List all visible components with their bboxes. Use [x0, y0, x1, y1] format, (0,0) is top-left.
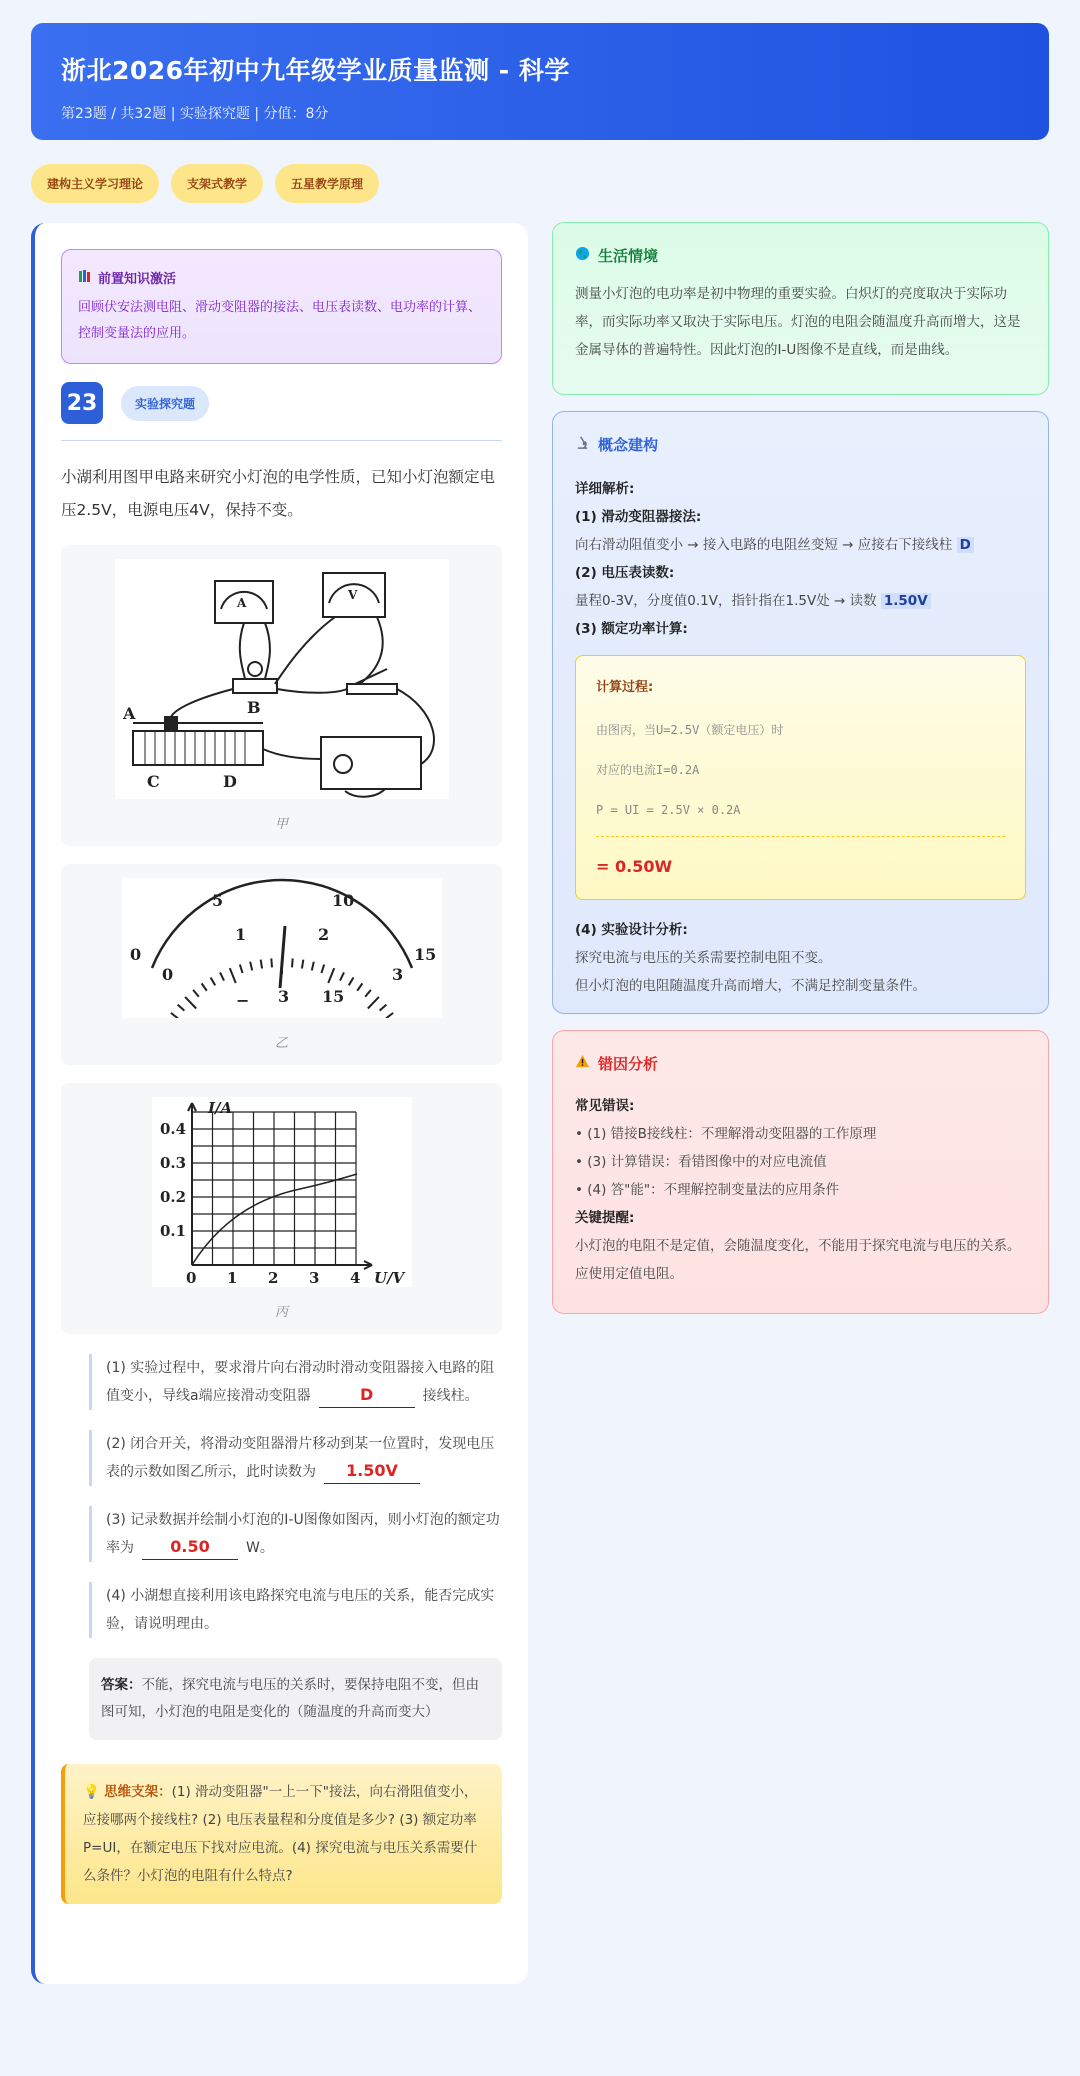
answer-blank-1[interactable]: D [319, 1383, 415, 1408]
calculation-title: 计算过程: [596, 680, 654, 695]
calculation-line: 对应的电流I=0.2A [596, 763, 700, 777]
concept-p1-highlight: D [957, 537, 974, 553]
sub-question-2: (2) 闭合开关，将滑动变阻器滑片移动到某一位置时，发现电压表的示数如图乙所示，此时读数为 1.50V [89, 1430, 502, 1486]
meter-tick [250, 962, 252, 971]
meter-tick [379, 1005, 386, 1011]
meter-tick [340, 972, 344, 980]
key-reminder-text: 小灯泡的电阻不是定值，会随温度变化，不能用于探究电流与电压的关系。应使用定值电阻。 [575, 1238, 1021, 1282]
thinking-scaffold-label: 思维支架： [104, 1784, 172, 1800]
outer-tick-5: 5 [211, 891, 223, 910]
error-analysis-card [552, 1030, 1049, 1314]
meter-tick [301, 960, 302, 969]
thinking-scaffold-text: (1) 滑动变阻器"一上一下"接法，向右滑阻值变小，应接哪两个接线柱? (2) 电压表量程和分度值是多少? (3) 额定功率P=UI，在额定电压下找对应电流。(4) 探究电流与电压关系需要什么条件？小灯泡的电阻有什么特点? [83, 1784, 478, 1884]
outer-tick-10: 10 [331, 891, 354, 910]
meter-tick [321, 964, 324, 973]
meter-tick [348, 978, 353, 986]
terminal-label-b: B [246, 698, 261, 717]
concept-p2-title: (2) 电压表读数: [575, 565, 675, 581]
meter-tick [201, 983, 206, 990]
figure-yi [61, 864, 502, 1065]
question-panel [31, 223, 528, 1984]
error-item: • (3) 计算错误：看错图像中的对应电流值 [575, 1154, 827, 1170]
meter-tick [386, 1013, 393, 1018]
life-context-title: 生活情境 [598, 247, 659, 265]
page-title: 浙北2026年初中九年级学业质量监测 - 科学 [61, 56, 570, 85]
concept-p4-line: 探究电流与电压的关系需要控制电阻不变。 [575, 950, 832, 966]
sub-question-3: (3) 记录数据并绘制小灯泡的I-U图像如图丙，则小灯泡的额定功率为 0.50 W。 [89, 1506, 502, 1562]
lightbulb-icon: 💡 [83, 1784, 100, 1800]
books-icon [78, 269, 92, 287]
answer-text: 不能，探究电流与电压的关系时，要保持电阻不变，但由图可知，小灯泡的电阻是变化的（随温度的升高而变大） [101, 1677, 479, 1720]
concept-p3-title: (3) 额定功率计算: [575, 621, 688, 637]
concept-p1-title: (1) 滑动变阻器接法: [575, 509, 702, 525]
question-type-badge: 实验探究题 [121, 386, 209, 421]
error-item: • (1) 错接B接线柱：不理解滑动变阻器的工作原理 [575, 1126, 877, 1142]
meter-tick [328, 968, 334, 983]
answer-blank-3[interactable]: 0.50 [142, 1535, 238, 1560]
figure-jia [61, 545, 502, 846]
prior-knowledge-text: 回顾伏安法测电阻、滑动变阻器的接法、电压表读数、电功率的计算、控制变量法的应用。 [78, 300, 482, 341]
inner-tick-1: 1 [234, 925, 246, 944]
y-axis-label: I/A [207, 1099, 232, 1117]
page-header [31, 23, 1049, 140]
voltmeter-dial [122, 878, 442, 1018]
calculation-line: 由图丙，当U=2.5V（额定电压）时 [596, 723, 784, 737]
figure-bing-caption: 丙 [274, 1305, 288, 1320]
meter-tick [170, 1013, 177, 1018]
x-tick-2: 2 [267, 1269, 278, 1287]
circuit-diagram [115, 559, 449, 799]
meter-tick [220, 972, 224, 980]
error-analysis-title: 错因分析 [598, 1055, 659, 1073]
inner-tick-0: 0 [161, 965, 173, 984]
concept-title: 概念建构 [598, 436, 659, 454]
meter-tick [311, 962, 313, 971]
meter-tick [357, 983, 362, 990]
calculation-box [575, 655, 1026, 900]
figure-bing [61, 1083, 502, 1334]
error-item: • (4) 答"能"：不理解控制变量法的应用条件 [575, 1182, 840, 1198]
terminal-minus: − [235, 991, 249, 1010]
meter-needle [280, 926, 285, 988]
meter-tick [365, 990, 371, 997]
y-tick-0.4: 0.4 [159, 1120, 186, 1138]
voltmeter-label: V [347, 588, 357, 602]
life-context-text: 测量小灯泡的电功率是初中物理的重要实验。白炽灯的亮度取决于实际功率，而实际功率又取决于实际电压。灯泡的电阻会随温度升高而增大，这是金属导体的普遍特性。因此灯泡的I-U图像不是直线，而是曲线。 [575, 286, 1021, 358]
concept-p4-line: 但小灯泡的电阻随温度升高而增大，不满足控制变量条件。 [575, 978, 926, 994]
meter-tick [229, 968, 235, 983]
thinking-scaffold [61, 1764, 502, 1904]
warning-icon [575, 1054, 590, 1073]
x-tick-0: 0 [185, 1269, 196, 1287]
meter-tick [271, 958, 272, 967]
meter-tick [367, 997, 378, 1009]
terminal-label-a: A [122, 704, 135, 723]
y-tick-0.1: 0.1 [159, 1222, 186, 1240]
answer-label: 答案： [101, 1677, 142, 1693]
x-tick-3: 3 [308, 1269, 319, 1287]
figure-yi-caption: 乙 [274, 1036, 288, 1051]
ammeter-label: A [236, 596, 246, 610]
concept-p4-title: (4) 实验设计分析: [575, 922, 688, 938]
tag-five-star[interactable]: 五星教学原理 [275, 164, 379, 203]
question-number: 23 [61, 382, 103, 424]
inner-tick-3: 3 [391, 965, 403, 984]
iu-graph [152, 1097, 412, 1287]
calculation-line: P = UI = 2.5V × 0.2A [596, 803, 741, 817]
life-context-card [552, 222, 1049, 395]
x-axis-label: U/V [373, 1269, 404, 1287]
meter-tick [260, 960, 261, 969]
meter-tick [292, 958, 293, 967]
prior-knowledge-title: 前置知识激活 [98, 272, 177, 287]
question-header [61, 382, 502, 441]
x-tick-1: 1 [226, 1269, 237, 1287]
calculation-divider [596, 836, 1005, 837]
question-stem: 小湖利用图甲电路来研究小灯泡的电学性质，已知小灯泡额定电压2.5V，电源电压4V，保持不变。 [61, 468, 496, 519]
terminal-label-d: D [222, 772, 237, 791]
key-reminder-label: 关键提醒: [575, 1210, 635, 1226]
terminal-3: 3 [277, 987, 289, 1006]
x-tick-4: 4 [349, 1269, 360, 1287]
page-subtitle: 第23题 / 共32题 | 实验探究题 | 分值：8分 [61, 106, 329, 122]
meter-tick [185, 997, 196, 1009]
answer-box [89, 1658, 502, 1740]
calculation-result: = 0.50W [596, 857, 673, 876]
inner-tick-2: 2 [317, 925, 329, 944]
prior-knowledge-box [61, 249, 502, 364]
microscope-icon [575, 435, 590, 454]
meter-tick [210, 978, 215, 986]
concept-card [552, 411, 1049, 1014]
concept-detail-label: 详细解析: [575, 481, 635, 497]
y-tick-0.3: 0.3 [159, 1154, 186, 1172]
outer-tick-0: 0 [129, 945, 141, 964]
concept-p2-text: 量程0-3V，分度值0.1V，指针指在1.5V处 → 读数 [575, 593, 877, 609]
meter-tick [177, 1005, 184, 1011]
y-tick-0.2: 0.2 [159, 1188, 186, 1206]
answer-blank-2[interactable]: 1.50V [324, 1459, 420, 1484]
common-errors-label: 常见错误: [575, 1098, 635, 1114]
globe-icon [575, 246, 590, 265]
concept-p2-highlight: 1.50V [881, 593, 931, 609]
figure-jia-caption: 甲 [274, 817, 288, 832]
concept-p1-text: 向右滑动阻值变小 → 接入电路的电阻丝变短 → 应接右下接线柱 [575, 537, 953, 553]
sub-question-1: (1) 实验过程中，要求滑片向右滑动时滑动变阻器接入电路的阻值变小，导线a端应接滑动变阻器 D 接线柱。 [89, 1354, 502, 1410]
meter-tick [239, 964, 242, 973]
terminal-15: 15 [321, 987, 344, 1006]
tag-constructivism[interactable]: 建构主义学习理论 [31, 164, 159, 203]
tag-list [31, 164, 379, 203]
meter-tick [193, 990, 199, 997]
tag-scaffolding[interactable]: 支架式教学 [171, 164, 263, 203]
terminal-label-c: C [146, 772, 160, 791]
sub-question-4: (4) 小湖想直接利用该电路探究电流与电压的关系，能否完成实验，请说明理由。 [89, 1582, 502, 1638]
outer-tick-15: 15 [413, 945, 436, 964]
